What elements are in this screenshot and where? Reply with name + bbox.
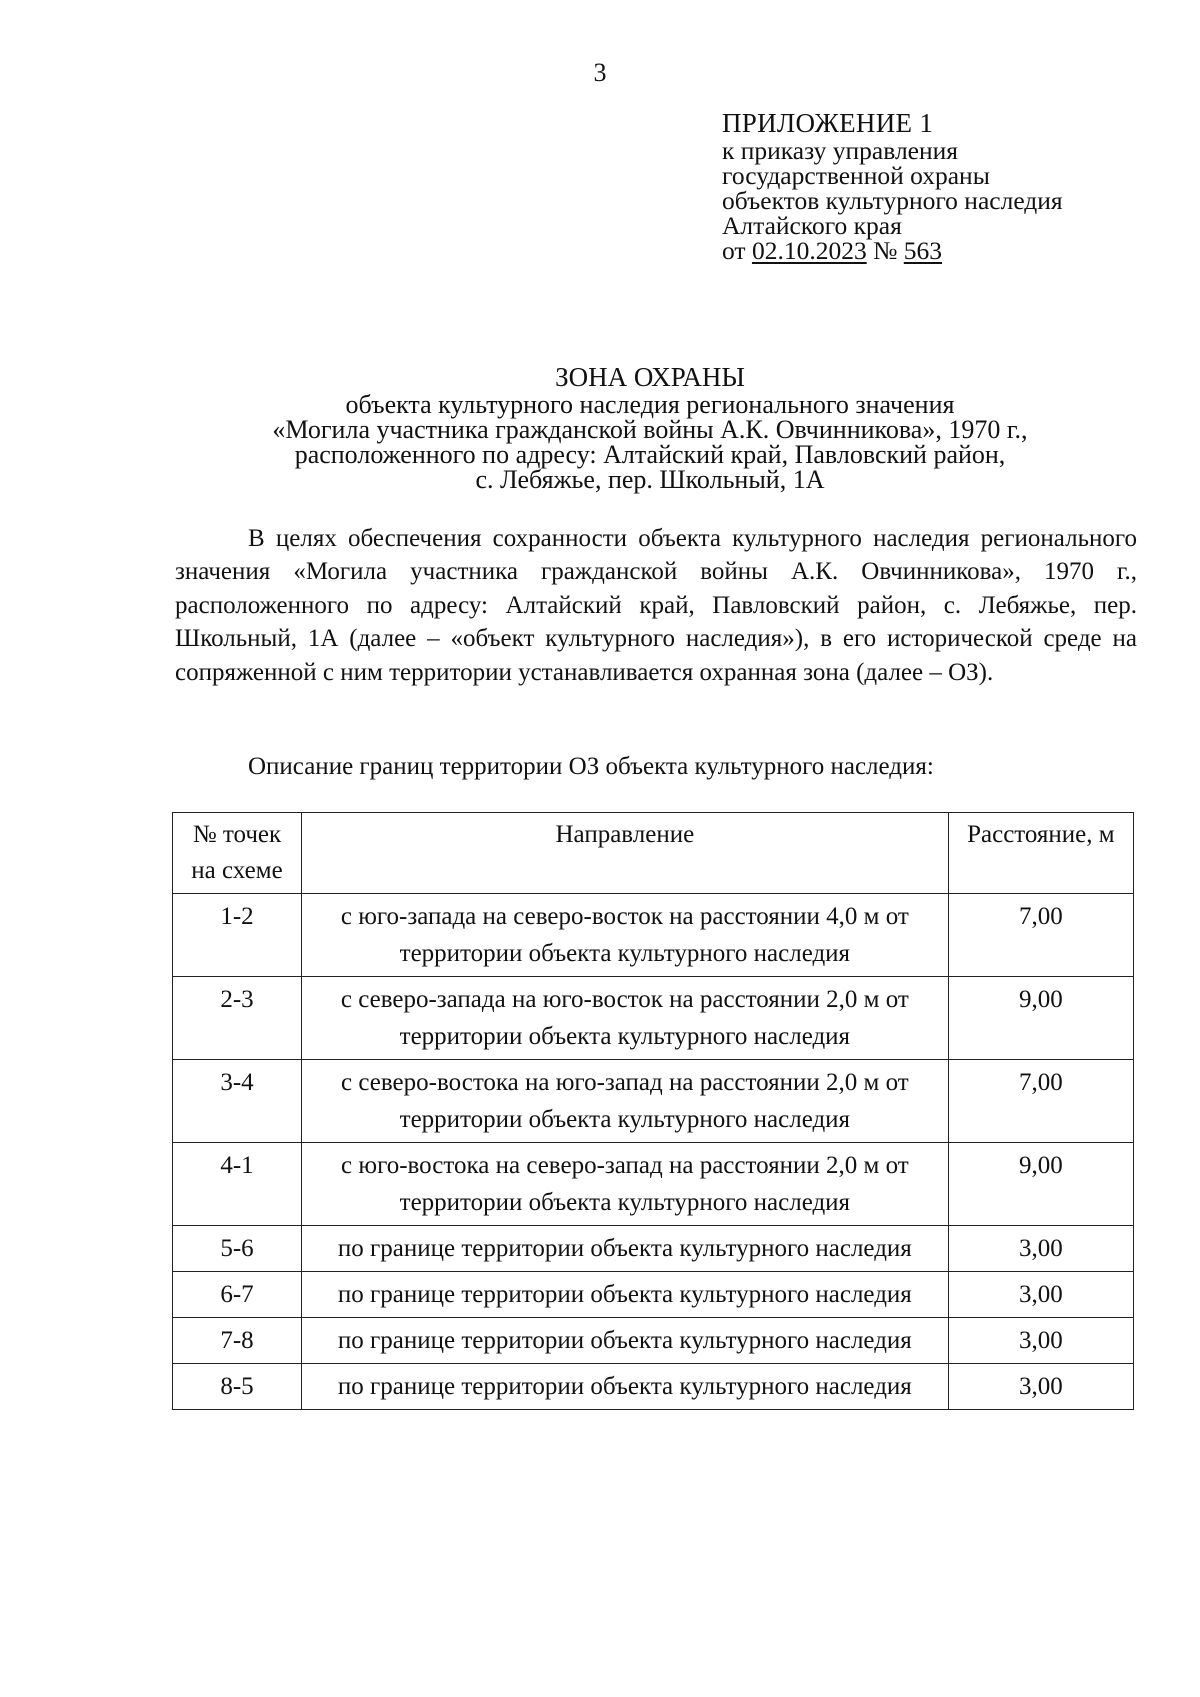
header-points-line: № точек: [192, 821, 282, 848]
appendix-line: государственной охраны: [722, 161, 990, 190]
cell-distance: 3,00: [948, 1226, 1133, 1272]
cell-points: 5-6: [173, 1226, 302, 1272]
cell-points: 2-3: [173, 977, 302, 1060]
cell-direction: с северо-востока на юго-запад на расстоянии 2,0 м от территории объекта культурного наследия: [302, 1060, 949, 1143]
cell-distance: 7,00: [948, 894, 1133, 977]
table-row: [173, 1364, 1134, 1410]
zone-title-line: объекта культурного наследия регионального значения: [345, 390, 955, 419]
appendix-date-line: [722, 238, 1172, 263]
appendix-line: объектов культурного наследия: [722, 186, 1063, 215]
number-sign: №: [873, 236, 898, 265]
zone-title-line: «Могила участника гражданской войны А.К. Овчинникова», 1970 г.,: [272, 415, 1028, 444]
table-caption: Описание границ территории ОЗ объекта культурного наследия:: [248, 753, 934, 780]
header-points: [173, 813, 302, 894]
cell-distance: 7,00: [948, 1060, 1133, 1143]
cell-direction: по границе территории объекта культурного наследия: [302, 1272, 949, 1318]
cell-direction: с юго-запада на северо-восток на расстоянии 4,0 м от территории объекта культурного наследия: [302, 894, 949, 977]
zone-title-line: с. Лебяжье, пер. Школьный, 1А: [475, 465, 825, 494]
table-row: [173, 1272, 1134, 1318]
table-row: [173, 977, 1134, 1060]
cell-points: 7-8: [173, 1318, 302, 1364]
cell-points: 6-7: [173, 1272, 302, 1318]
cell-distance: 9,00: [948, 977, 1133, 1060]
table-row: [173, 1226, 1134, 1272]
appendix-block: [722, 108, 1172, 263]
appendix-line: к приказу управления: [722, 136, 959, 165]
boundary-table: [172, 812, 1134, 1410]
order-date: 02.10.2023: [751, 236, 867, 265]
cell-direction: с юго-востока на северо-запад на расстоянии 2,0 м от территории объекта культурного наследия: [302, 1143, 949, 1226]
cell-points: 8-5: [173, 1364, 302, 1410]
cell-distance: 3,00: [948, 1272, 1133, 1318]
table-row: [173, 894, 1134, 977]
table-row: [173, 1318, 1134, 1364]
header-direction: Направление: [302, 813, 949, 894]
header-points-line: на схеме: [191, 857, 283, 884]
cell-direction: по границе территории объекта культурного наследия: [302, 1318, 949, 1364]
intro-paragraph: В целях обеспечения сохранности объекта культурного наследия регионального значения «Могила участника гражданской войны А.К. Овчинникова», 1970 г., расположенного по адресу: Алтайский край, Павловский район, с. Лебяжье, пер. Школьный, 1А (далее – «объект культурного наследия»), в его исторической среде на сопряженной с ним территории устанавливается охранная зона (далее – ОЗ).: [175, 525, 1137, 686]
cell-distance: 9,00: [948, 1143, 1133, 1226]
cell-direction: с северо-запада на юго-восток на расстоянии 2,0 м от территории объекта культурного наследия: [302, 977, 949, 1060]
order-number: 563: [903, 236, 943, 265]
cell-points: 4-1: [173, 1143, 302, 1226]
cell-direction: по границе территории объекта культурного наследия: [302, 1364, 949, 1410]
cell-direction: по границе территории объекта культурного наследия: [302, 1226, 949, 1272]
cell-points: 1-2: [173, 894, 302, 977]
header-distance: Расстояние, м: [948, 813, 1133, 894]
cell-distance: 3,00: [948, 1318, 1133, 1364]
appendix-title: ПРИЛОЖЕНИЕ 1: [722, 108, 934, 138]
page-number: 3: [593, 58, 607, 87]
appendix-line: Алтайского края: [722, 211, 902, 240]
date-prefix: от: [722, 236, 746, 265]
cell-distance: 3,00: [948, 1364, 1133, 1410]
table-row: [173, 1143, 1134, 1226]
cell-points: 3-4: [173, 1060, 302, 1143]
zone-title: ЗОНА ОХРАНЫ: [555, 362, 745, 392]
zone-title-line: расположенного по адресу: Алтайский край, Павловский район,: [294, 440, 1006, 469]
table-header-row: [173, 813, 1134, 894]
zone-title-block: [180, 362, 1120, 492]
table-row: [173, 1060, 1134, 1143]
